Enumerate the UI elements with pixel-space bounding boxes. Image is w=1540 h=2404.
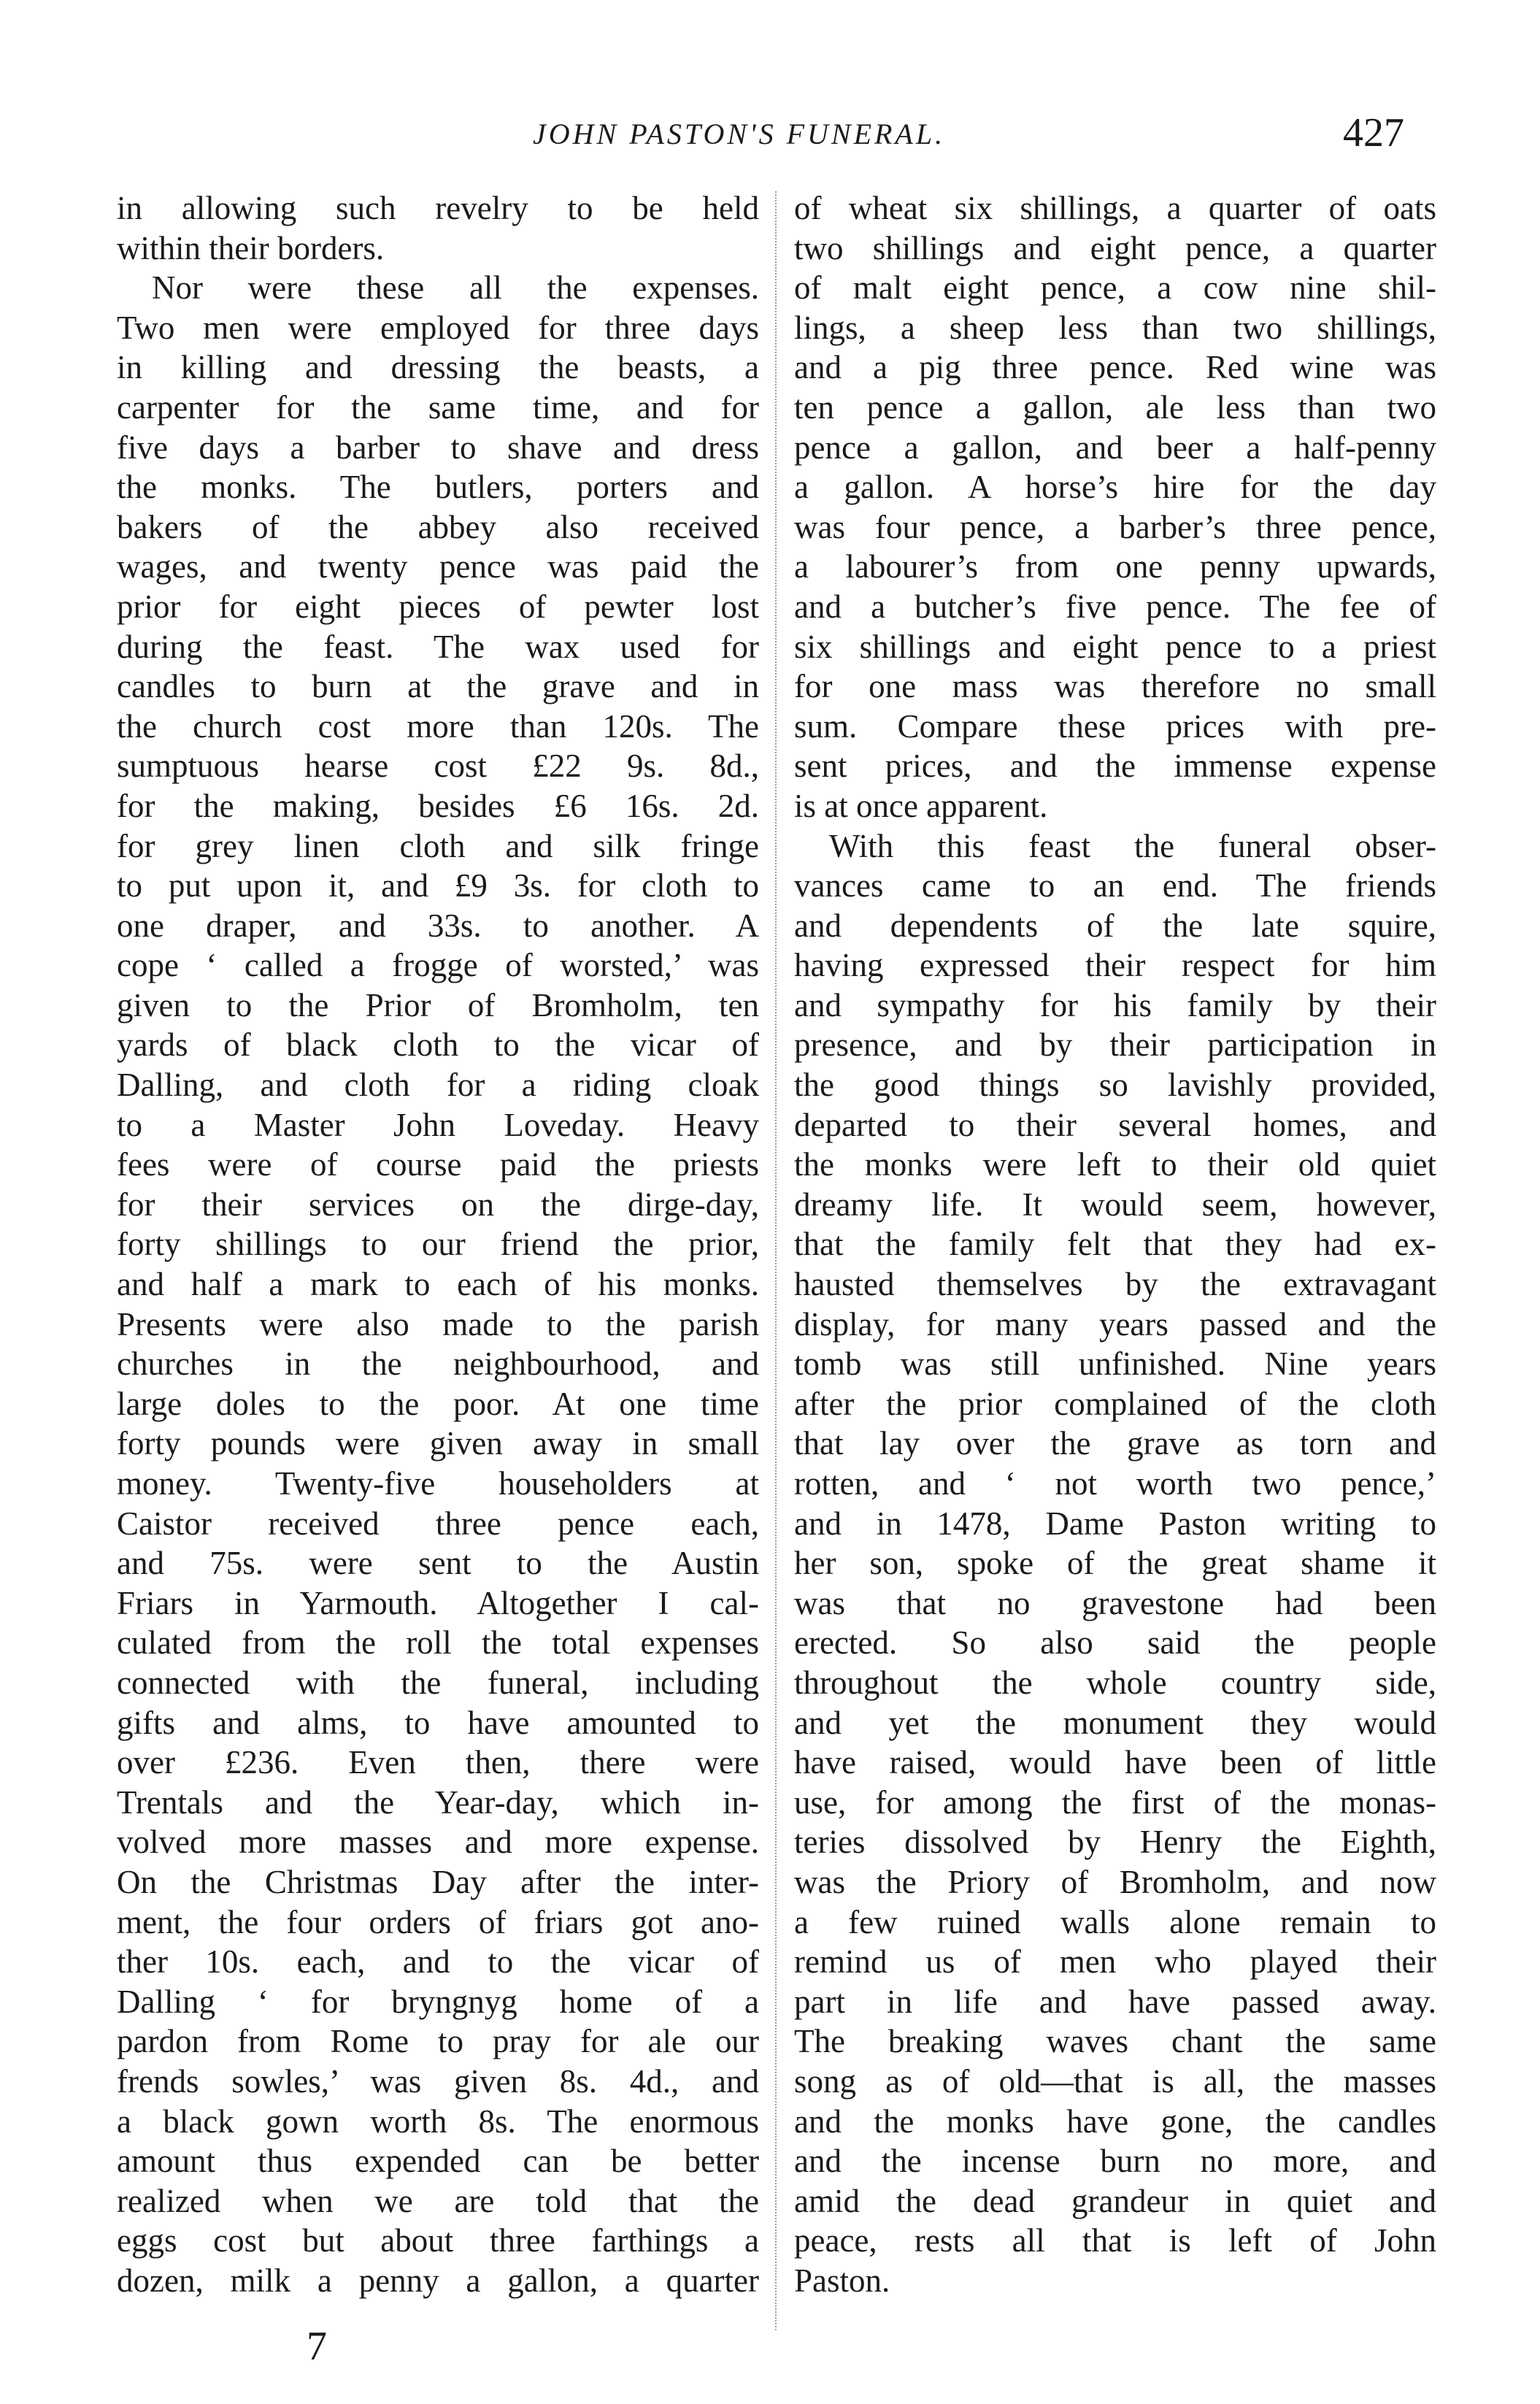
text-line: having expressed their respect for him [794, 947, 1436, 984]
text-line: display, for many years passed and the [794, 1305, 1436, 1343]
text-line: candles to burn at the grave and in [117, 668, 759, 705]
left-text-column [117, 188, 759, 2300]
text-line: pardon from Rome to pray for ale our [117, 2023, 759, 2060]
text-line: that the family felt that they had ex- [794, 1226, 1436, 1263]
running-head [0, 110, 1540, 168]
text-line: fees were of course paid the priests [117, 1146, 759, 1183]
text-line: Nor were these all the expenses. [152, 269, 759, 307]
text-line: and 75s. were sent to the Austin [117, 1545, 759, 1582]
text-line: gifts and alms, to have amounted to [117, 1704, 759, 1741]
text-line: connected with the funeral, including [117, 1664, 759, 1701]
text-line: within their borders. [117, 229, 385, 266]
text-line: Caistor received three pence each, [117, 1505, 759, 1542]
text-line: and dependents of the late squire, [794, 907, 1436, 944]
text-line: and in 1478, Dame Paston writing to [794, 1505, 1436, 1542]
text-line: throughout the whole country side, [794, 1664, 1436, 1701]
text-line: Dalling ‘ for bryngnyg home of a [117, 1983, 759, 2020]
text-line: the church cost more than 120s. The [117, 707, 759, 745]
text-line: forty shillings to our friend the prior, [117, 1226, 759, 1263]
text-line: tomb was still unfinished. Nine years [794, 1345, 1436, 1383]
text-line: in killing and dressing the beasts, a [117, 349, 759, 386]
text-line: in allowing such revelry to be held [117, 190, 759, 226]
text-line: to put upon it, and £9 3s. for cloth to [117, 867, 759, 905]
text-line: that lay over the grave as torn and [794, 1425, 1436, 1462]
text-line: was four pence, a barber’s three pence, [794, 508, 1436, 545]
text-line: dozen, milk a penny a gallon, a quarter [117, 2262, 759, 2299]
text-line: wages, and twenty pence was paid the [117, 548, 759, 585]
text-line: song as of old—that is all, the masses [794, 2062, 1436, 2100]
text-line: for their services on the dirge-day, [117, 1186, 759, 1223]
text-line: bakers of the abbey also received [117, 508, 759, 545]
text-line: during the feast. The wax used for [117, 628, 759, 665]
text-line: carpenter for the same time, and for [117, 388, 759, 426]
text-line: prior for eight pieces of pewter lost [117, 588, 759, 625]
text-line: Friars in Yarmouth. Altogether I cal- [117, 1584, 759, 1621]
text-line: the monks. The butlers, porters and [117, 469, 759, 506]
text-line: part in life and have passed away. [794, 1983, 1436, 2020]
text-line: given to the Prior of Bromholm, ten [117, 986, 759, 1024]
text-line: after the prior complained of the cloth [794, 1385, 1436, 1422]
text-line: teries dissolved by Henry the Eighth, [794, 1824, 1436, 1861]
text-line: Paston. [794, 2262, 890, 2299]
text-line: amount thus expended can be better [117, 2143, 759, 2180]
text-line: and the incense burn no more, and [794, 2143, 1436, 2180]
text-line: amid the dead grandeur in quiet and [794, 2182, 1436, 2219]
text-line: and yet the monument they would [794, 1704, 1436, 1741]
text-line: erected. So also said the people [794, 1624, 1436, 1662]
text-line: churches in the neighbourhood, and [117, 1345, 759, 1383]
text-line: peace, rests all that is left of John [794, 2222, 1436, 2259]
text-line: eggs cost but about three farthings a [117, 2222, 759, 2259]
text-line: and the monks have gone, the candles [794, 2102, 1436, 2140]
text-line: forty pounds were given away in small [117, 1425, 759, 1462]
text-line: ment, the four orders of friars got ano- [117, 1903, 759, 1940]
text-line: a few ruined walls alone remain to [794, 1903, 1436, 1940]
text-line: With this feast the funeral obser- [829, 827, 1436, 864]
text-line: hausted themselves by the extravagant [794, 1266, 1436, 1303]
text-line: six shillings and eight pence to a priest [794, 628, 1436, 665]
text-line: of wheat six shillings, a quarter of oats [794, 190, 1436, 226]
text-line: sumptuous hearse cost £22 9s. 8d., [117, 748, 759, 785]
text-line: is at once apparent. [794, 787, 1048, 824]
text-line: realized when we are told that the [117, 2182, 759, 2219]
text-line: to a Master John Loveday. Heavy [117, 1106, 759, 1143]
text-line: Two men were employed for three days [117, 309, 759, 346]
text-line: her son, spoke of the great shame it [794, 1545, 1436, 1582]
text-line: Presents were also made to the parish [117, 1305, 759, 1343]
text-line: was that no gravestone had been [794, 1584, 1436, 1621]
text-line: have raised, would have been of little [794, 1744, 1436, 1781]
signature-mark: 7 [307, 2324, 327, 2369]
page-number: 427 [1343, 110, 1404, 155]
text-line: for one mass was therefore no small [794, 668, 1436, 705]
text-line: a black gown worth 8s. The enormous [117, 2102, 759, 2140]
text-line: a labourer’s from one penny upwards, [794, 548, 1436, 585]
text-line: the monks were left to their old quiet [794, 1146, 1436, 1183]
text-line: for the making, besides £6 16s. 2d. [117, 787, 759, 824]
text-line: a gallon. A horse’s hire for the day [794, 469, 1436, 506]
text-line: Dalling, and cloth for a riding cloak [117, 1067, 759, 1104]
text-line: and a butcher’s five pence. The fee of [794, 588, 1436, 625]
text-line: use, for among the first of the monas- [794, 1783, 1436, 1821]
text-line: The breaking waves chant the same [794, 2023, 1436, 2060]
text-line: lings, a sheep less than two shillings, [794, 309, 1436, 346]
text-line: yards of black cloth to the vicar of [117, 1026, 759, 1064]
text-line: departed to their several homes, and [794, 1106, 1436, 1143]
text-line: one draper, and 33s. to another. A [117, 907, 759, 944]
text-line: Trentals and the Year-day, which in- [117, 1783, 759, 1821]
text-line: remind us of men who played their [794, 1943, 1436, 1981]
text-line: On the Christmas Day after the inter- [117, 1863, 759, 1900]
text-line: presence, and by their participation in [794, 1026, 1436, 1064]
text-line: over £236. Even then, there were [117, 1744, 759, 1781]
text-line: ten pence a gallon, ale less than two [794, 388, 1436, 426]
column-rule [775, 191, 777, 2330]
text-line: was the Priory of Bromholm, and now [794, 1863, 1436, 1900]
text-line: vances came to an end. The friends [794, 867, 1436, 905]
text-line: sent prices, and the immense expense [794, 748, 1436, 785]
text-line: culated from the roll the total expenses [117, 1624, 759, 1662]
text-line: pence a gallon, and beer a half-penny [794, 429, 1436, 466]
text-line: the good things so lavishly provided, [794, 1067, 1436, 1104]
text-line: ther 10s. each, and to the vicar of [117, 1943, 759, 1981]
text-line: sum. Compare these prices with pre- [794, 707, 1436, 745]
text-line: cope ‘ called a frogge of worsted,’ was [117, 947, 759, 984]
text-line: five days a barber to shave and dress [117, 429, 759, 466]
text-line: volved more masses and more expense. [117, 1824, 759, 1861]
text-line: dreamy life. It would seem, however, [794, 1186, 1436, 1223]
text-line: frends sowles,’ was given 8s. 4d., and [117, 2062, 759, 2100]
right-text-column [794, 188, 1436, 2300]
text-line: large doles to the poor. At one time [117, 1385, 759, 1422]
text-line: and a pig three pence. Red wine was [794, 349, 1436, 386]
text-line: two shillings and eight pence, a quarter [794, 229, 1436, 266]
text-line: for grey linen cloth and silk fringe [117, 827, 759, 864]
text-line: and sympathy for his family by their [794, 986, 1436, 1024]
text-line: money. Twenty-five householders at [117, 1465, 759, 1502]
text-line: of malt eight pence, a cow nine shil- [794, 269, 1436, 307]
text-line: rotten, and ‘ not worth two pence,’ [794, 1465, 1436, 1502]
text-line: and half a mark to each of his monks. [117, 1266, 759, 1303]
running-title: JOHN PASTON'S FUNERAL. [533, 118, 946, 150]
